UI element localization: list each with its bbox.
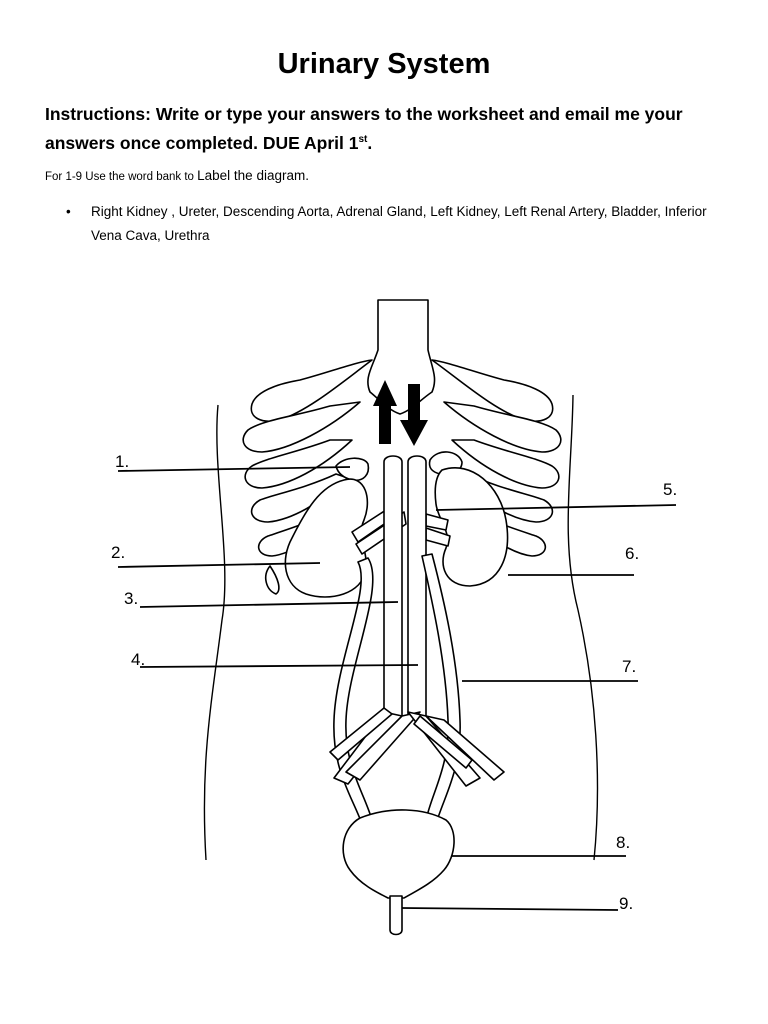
leader-4: [140, 665, 418, 667]
torso-outline: [204, 405, 224, 860]
subline-large: Label the diagram.: [197, 168, 309, 183]
label-9: 9.: [619, 894, 634, 913]
label-1: 1.: [115, 452, 130, 471]
instructions-superscript: st: [358, 134, 368, 146]
page-title: Urinary System: [277, 48, 491, 80]
label-5: 5.: [663, 480, 678, 499]
descending-aorta: [408, 456, 426, 716]
word-bank-instruction: [45, 168, 309, 183]
label-4: 4.: [131, 650, 146, 669]
inferior-vena-cava: [384, 456, 402, 716]
word-bank-item: [66, 200, 726, 248]
bullet: •: [66, 204, 71, 219]
iliac-vessels: [330, 708, 504, 786]
bladder: [343, 810, 454, 898]
ureter-right: [334, 558, 373, 824]
urethra: [390, 896, 402, 935]
ureter-left: [422, 554, 460, 824]
word-bank: [66, 200, 726, 248]
label-6: 6.: [625, 544, 640, 563]
label-3: 3.: [124, 589, 139, 608]
instructions: [45, 100, 725, 158]
label-7: 7.: [622, 657, 637, 676]
leader-9: [402, 908, 618, 910]
label-8: 8.: [616, 833, 631, 852]
word-bank-text: Right Kidney , Ureter, Descending Aorta, Adrenal Gland, Left Kidney, Left Renal Artery, Bladder, Inferior Vena Cava, Urethra: [91, 204, 707, 243]
torso-outline: [568, 395, 597, 860]
label-2: 2.: [111, 543, 126, 562]
instructions-end: .: [367, 133, 373, 153]
subline-small: For 1-9 Use the word bank to: [45, 171, 198, 183]
instructions-text: Instructions: Write or type your answers to the worksheet and email me your answers once completed. DUE April 1: [45, 104, 683, 153]
urinary-system-diagram: [0, 280, 768, 1000]
